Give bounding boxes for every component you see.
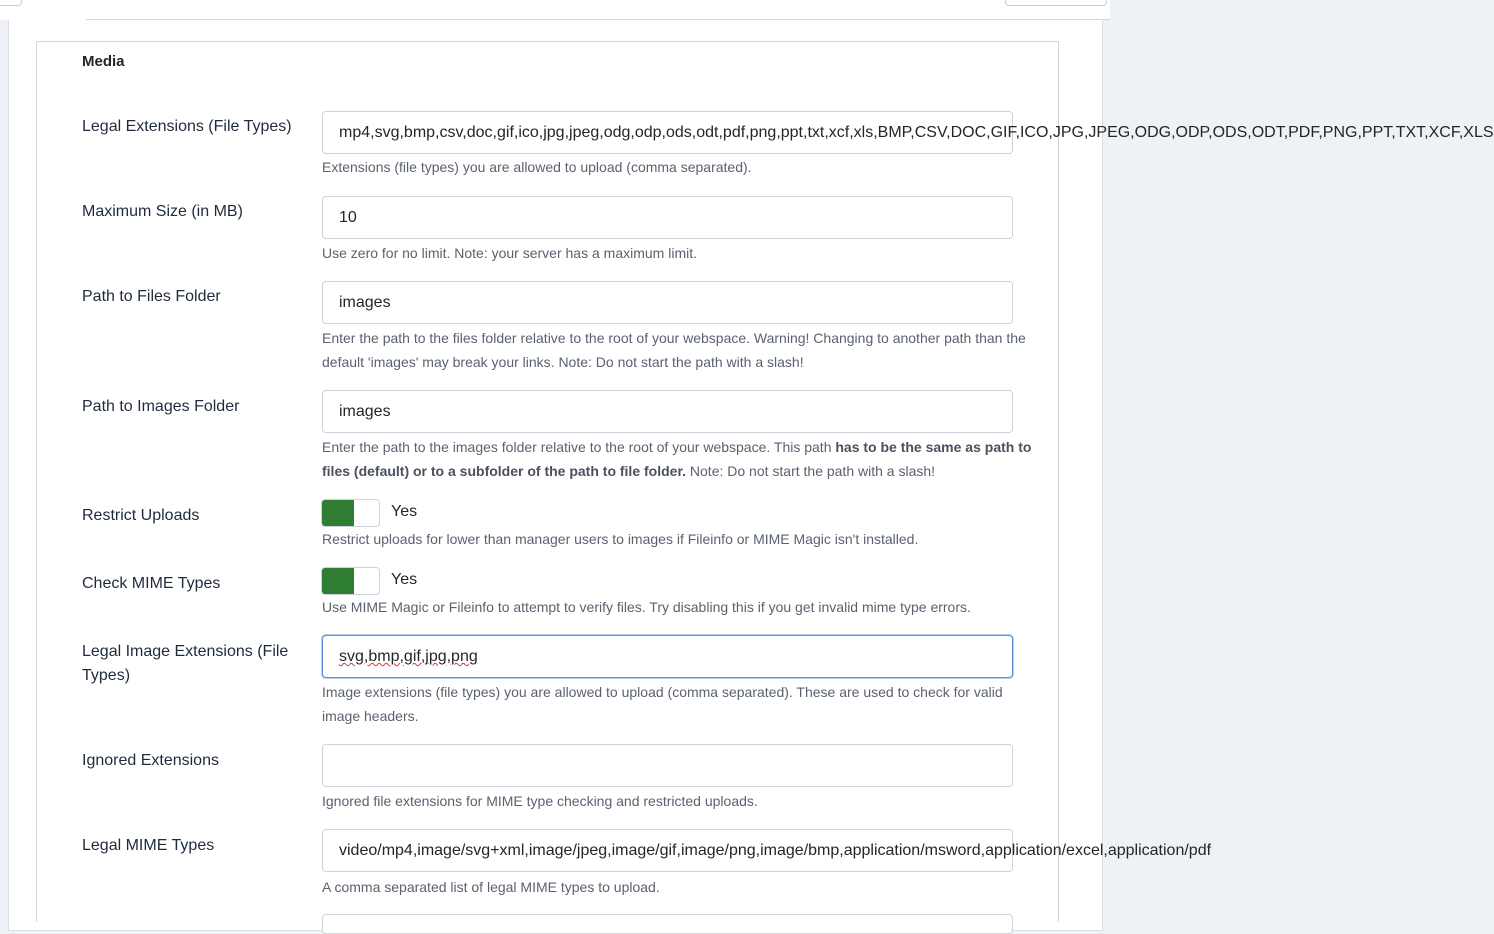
ignored-extensions-input[interactable] — [322, 744, 1013, 787]
restrict-uploads-state: Yes — [391, 503, 418, 520]
restrict-uploads-toggle[interactable] — [321, 499, 380, 527]
toggle-on-indicator — [322, 568, 354, 594]
next-field-input[interactable] — [322, 914, 1013, 934]
images-path-help-post: Note: Do not start the path with a slash! — [686, 463, 936, 479]
max-size-label: Maximum Size (in MB) — [82, 203, 243, 220]
images-path-help-bold: has to be the same as path to files (default) or to a subfolder of the path to file folder. — [322, 439, 1032, 479]
image-extensions-label: Legal Image Extensions (File Types) — [82, 643, 289, 684]
images-path-help — [322, 435, 1032, 483]
toolbar-button-right[interactable] — [1005, 0, 1107, 6]
files-path-input[interactable]: images — [322, 281, 1013, 324]
legal-mime-input[interactable]: video/mp4,image/svg+xml,image/jpeg,image/gif,image/png,image/bmp,application/msword,application/excel,application/pdf — [322, 829, 1013, 872]
max-size-input[interactable]: 10 — [322, 196, 1013, 239]
legal-extensions-label: Legal Extensions (File Types) — [82, 118, 292, 135]
check-mime-toggle[interactable] — [321, 567, 380, 595]
top-toolbar — [0, 0, 1110, 20]
max-size-help: Use zero for no limit. Note: your server has a maximum limit. — [322, 245, 697, 261]
restrict-uploads-label: Restrict Uploads — [82, 507, 200, 524]
ignored-extensions-label: Ignored Extensions — [82, 752, 219, 769]
images-path-input[interactable]: images — [322, 390, 1013, 433]
check-mime-help: Use MIME Magic or Fileinfo to attempt to verify files. Try disabling this if you get invalid mime type errors. — [322, 599, 971, 615]
toolbar-button-left[interactable] — [0, 0, 22, 6]
ignored-extensions-help: Ignored file extensions for MIME type checking and restricted uploads. — [322, 793, 758, 809]
legal-extensions-input[interactable]: mp4,svg,bmp,csv,doc,gif,ico,jpg,jpeg,odg,odp,ods,odt,pdf,png,ppt,txt,xcf,xls,BMP,CSV,DOC,GIF,ICO,JPG,JPEG,ODG,ODP,ODS,ODT,PDF,PNG,PPT,TXT,XCF,XLS — [322, 111, 1013, 154]
toggle-on-indicator — [322, 500, 354, 526]
check-mime-label: Check MIME Types — [82, 575, 221, 592]
images-path-help-pre: Enter the path to the images folder relative to the root of your webspace. This path — [322, 439, 836, 455]
fieldset-legend: Media — [70, 52, 137, 72]
image-extensions-input[interactable] — [322, 635, 1013, 678]
legal-mime-help: A comma separated list of legal MIME types to upload. — [322, 879, 660, 895]
check-mime-state: Yes — [391, 571, 418, 588]
legal-extensions-help: Extensions (file types) you are allowed to upload (comma separated). — [322, 159, 752, 175]
legal-mime-label: Legal MIME Types — [82, 837, 215, 854]
files-path-label: Path to Files Folder — [82, 288, 221, 305]
restrict-uploads-help: Restrict uploads for lower than manager users to images if Fileinfo or MIME Magic isn't installed. — [322, 531, 919, 547]
image-extensions-value: svg,bmp,gif,jpg,png — [339, 648, 478, 665]
files-path-help: Enter the path to the files folder relative to the root of your webspace. Warning! Changing to another path than the default 'images' may break your links. Note: Do not start the path with a slash! — [322, 330, 1026, 370]
images-path-label: Path to Images Folder — [82, 398, 240, 415]
image-extensions-help: Image extensions (file types) you are allowed to upload (comma separated). These are used to check for valid image headers. — [322, 684, 1003, 724]
